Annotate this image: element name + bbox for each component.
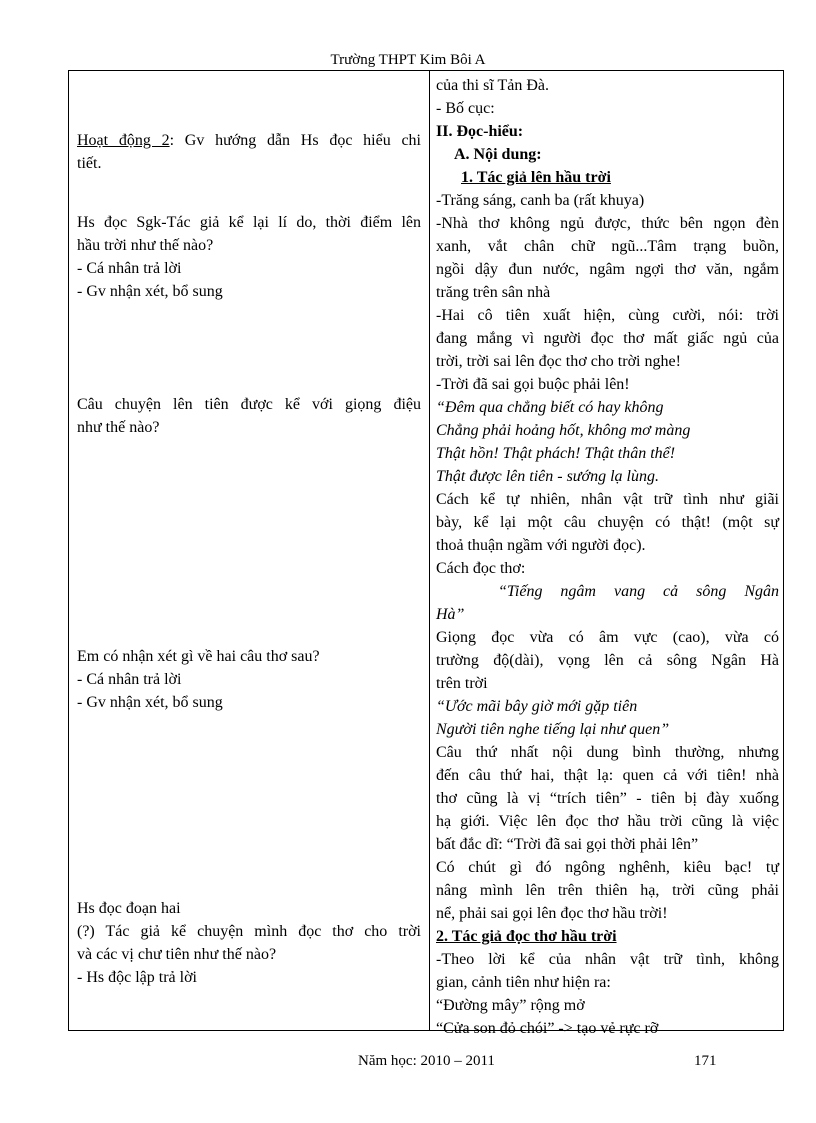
instruction-line: - Gv nhận xét, bổ sung <box>77 694 223 711</box>
question-line: Hs đọc đoạn hai <box>77 900 181 917</box>
content-line: Câu thứ nhất nội dung bình thường, nhưng <box>436 744 779 761</box>
content-line: của thi sĩ Tản Đà. <box>436 77 550 94</box>
page-number: 171 <box>694 1053 717 1069</box>
content-line: Có chút gì đó ngông nghênh, kiêu bạc! tự <box>436 859 779 876</box>
activity-2-block <box>77 129 421 175</box>
content-line: Cách đọc thơ: <box>436 560 526 577</box>
poem-line: Hà” <box>436 606 465 623</box>
question-3-block <box>77 645 421 714</box>
content-line: trời, trời sai lên đọc thơ cho trời nghe! <box>436 353 681 370</box>
instruction-line: - Cá nhân trả lời <box>77 671 182 688</box>
content-line: trên trời <box>436 675 488 692</box>
school-year: Năm học: 2010 – 2011 <box>358 1053 495 1069</box>
activity-heading: Hoạt động 2 <box>77 132 170 149</box>
lesson-table <box>68 70 784 1037</box>
content-line: - Bố cục: <box>436 100 495 117</box>
content-line: bày, kể lại một câu chuyện có thật! (một sự <box>436 514 779 531</box>
poem-line: Thật được lên tiên - sướng lạ lùng. <box>436 468 659 485</box>
content-line: ngồi dậy đun nước, ngâm ngợi thơ văn, ngắm <box>436 261 779 278</box>
content-line: thoả thuận ngầm với người đọc). <box>436 537 646 554</box>
question-line: Em có nhận xét gì về hai câu thơ sau? <box>77 648 320 665</box>
content-line: Cách kể tự nhiên, nhân vật trữ tình như giãi <box>436 491 779 508</box>
content-line: trăng trên sân nhà <box>436 284 551 301</box>
content-line: nể, phải sai gọi lên đọc thơ hầu trời! <box>436 905 668 922</box>
question-line: và các vị chư tiên như thế nào? <box>77 946 277 963</box>
question-line: Hs đọc Sgk-Tác giả kể lại lí do, thời điểm lên <box>77 214 421 231</box>
content-line: hạ giới. Việc lên đọc thơ hầu trời cũng là việc <box>436 813 779 830</box>
question-line: hầu trời như thế nào? <box>77 237 214 254</box>
instruction-line: - Hs độc lập trả lời <box>77 969 197 986</box>
poem-line: “Ước mãi bây giờ mới gặp tiên <box>436 698 638 715</box>
poem-line: “Đêm qua chẳng biết có hay không <box>436 399 664 416</box>
question-2-block <box>77 393 421 439</box>
content-line: -Nhà thơ không ngủ được, thức bên ngọn đèn <box>436 215 779 232</box>
content-line: -Trời đã sai gọi buộc phải lên! <box>436 376 630 393</box>
activity-text: : Gv hướng dẫn Hs đọc hiểu chi <box>169 132 421 149</box>
question-line: như thế nào? <box>77 419 160 436</box>
content-line: đang mắng vì người đọc thơ mất giấc ngủ của <box>436 330 779 347</box>
poem-line: “Tiếng ngâm vang cả sông Ngân <box>498 583 779 600</box>
column-divider <box>429 71 430 1030</box>
poem-line: Thật hồn! Thật phách! Thật thân thể! <box>436 445 676 462</box>
topic-heading: 1. Tác giả lên hầu trời <box>461 169 611 186</box>
content-block <box>436 74 779 1040</box>
poem-line: Người tiên nghe tiếng lại như quen” <box>436 721 670 738</box>
instruction-line: - Cá nhân trả lời <box>77 260 182 277</box>
topic-heading: 2. Tác giả đọc thơ hầu trời <box>436 928 617 945</box>
content-line: -Hai cô tiên xuất hiện, cùng cười, nói: trời <box>436 307 779 324</box>
question-4-block <box>77 897 421 989</box>
content-line: nâng mình lên trên thiên hạ, trời cũng phải <box>436 882 779 899</box>
poem-line: Chẳng phải hoảng hốt, không mơ màng <box>436 422 691 439</box>
content-line: bất đắc dĩ: “Trời đã sai gọi thời phải lên” <box>436 836 699 853</box>
content-line: -Trăng sáng, canh ba (rất khuya) <box>436 192 645 209</box>
instruction-line: - Gv nhận xét, bổ sung <box>77 283 223 300</box>
content-line: trường độ(dài), vọng lên cả sông Ngân Hà <box>436 652 779 669</box>
content-line: xanh, vắt chân chữ ngũ...Tâm trạng buồn, <box>436 238 779 255</box>
content-line: -Theo lời kể của nhân vật trữ tình, không <box>436 951 779 968</box>
content-line: “Cửa son đỏ chói” -> tạo vẻ rực rỡ <box>436 1020 659 1037</box>
subsection-heading: A. Nội dung: <box>454 146 542 163</box>
content-line: “Đường mây” rộng mở <box>436 997 585 1014</box>
content-line: Giọng đọc vừa có âm vực (cao), vừa có <box>436 629 779 646</box>
section-heading: II. Đọc-hiểu: <box>436 123 524 140</box>
activity-text-cont: tiết. <box>77 155 102 172</box>
question-line: (?) Tác giả kể chuyện mình đọc thơ cho trời <box>77 923 421 940</box>
question-line: Câu chuyện lên tiên được kể với giọng điệu <box>77 396 421 413</box>
content-line: gian, cảnh tiên như hiện ra: <box>436 974 611 991</box>
page-header: Trường THPT Kim Bôi A <box>330 52 486 68</box>
content-line: thơ cũng là vị “trích tiên” - tiên bị đày xuống <box>436 790 779 807</box>
question-1-block <box>77 211 421 303</box>
content-line: đến câu thứ hai, thật lạ: quen cả với tiên! nhà <box>436 767 779 784</box>
